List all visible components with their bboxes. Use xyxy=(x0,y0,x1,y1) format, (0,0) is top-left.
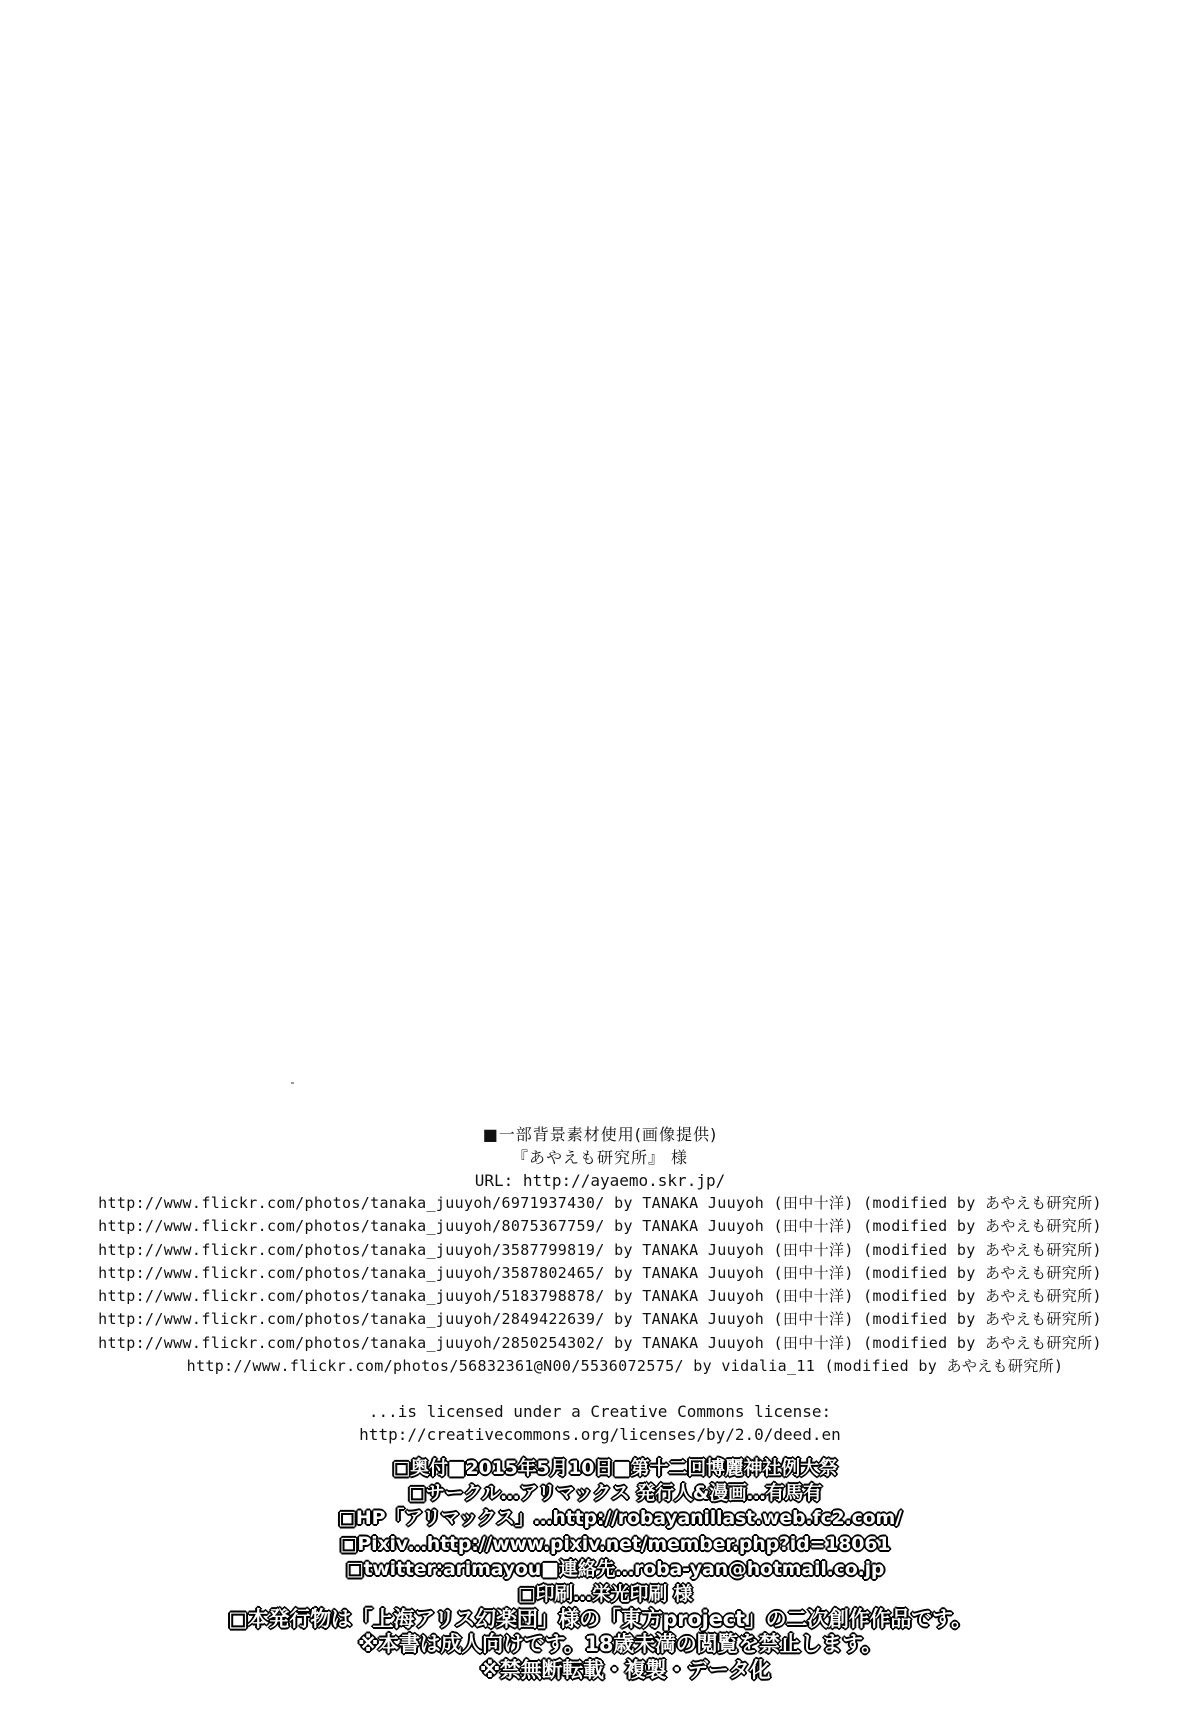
colophon-text: □奥付■2015年5月10日■第十二回博麗神社例大祭 xyxy=(392,1457,838,1479)
source-line: http://www.flickr.com/photos/tanaka_juuyoh/8075367759/ by TANAKA Juuyoh (田中十洋) (modified by あやえも研究所) xyxy=(98,1217,1102,1236)
source-line: http://www.flickr.com/photos/tanaka_juuyoh/3587802465/ by TANAKA Juuyoh (田中十洋) (modified by あやえも研究所) xyxy=(98,1263,1102,1282)
credits-heading: ■一部背景素材使用(画像提供) xyxy=(482,1125,718,1144)
source-line: http://www.flickr.com/photos/56832361@N00/5536072575/ by vidalia_11 (modified by あやえも研究所) xyxy=(186,1357,1064,1376)
colophon xyxy=(0,1456,1200,1683)
source-line: http://www.flickr.com/photos/tanaka_juuyoh/6971937430/ by TANAKA Juuyoh (田中十洋) (modified by あやえも研究所) xyxy=(98,1194,1102,1212)
background-credits xyxy=(0,1123,1200,1446)
colophon-text: □HP「アリマックス」…http://robayanillast.web.fc2.com/ xyxy=(338,1507,902,1530)
colophon-text: □twitter:arimayou■連絡先…roba-yan@hotmail.co.jp xyxy=(345,1557,885,1580)
credits-site-url: URL: http://ayaemo.skr.jp/ xyxy=(474,1171,726,1190)
colophon-date-line xyxy=(0,1456,1200,1481)
license-url: http://creativecommons.org/licenses/by/2.0/deed.en xyxy=(359,1425,841,1445)
colophon-text: □印刷…栄光印刷 様 xyxy=(517,1583,693,1606)
colophon-pixiv-line xyxy=(0,1532,1200,1557)
credits-provider: 『あやえも研究所』 様 xyxy=(511,1148,689,1167)
colophon-text: □Pixiv…http://www.pixiv.net/member.php?id=18061 xyxy=(339,1532,891,1555)
license-statement: ...is licensed under a Creative Commons license: xyxy=(368,1402,832,1422)
spacer xyxy=(0,1378,1200,1400)
source-line: http://www.flickr.com/photos/tanaka_juuyoh/3587799819/ by TANAKA Juuyoh (田中十洋) (modified by あやえも研究所) xyxy=(98,1240,1102,1259)
source-list xyxy=(0,1192,1200,1378)
colophon-text: ※禁無断転載・複製・データ化 xyxy=(479,1657,771,1682)
colophon-age-notice xyxy=(0,1632,1200,1657)
colophon-reproduction-notice xyxy=(0,1658,1200,1683)
colophon-circle-line xyxy=(0,1481,1200,1506)
scan-speck xyxy=(291,1082,294,1084)
colophon-text: □サークル…アリマックス 発行人&漫画…有馬有 xyxy=(408,1482,822,1505)
colophon-homepage-line xyxy=(0,1506,1200,1531)
colophon-text: □本発行物は「上海アリス幻楽団」様の「東方project」の二次創作作品です。 xyxy=(228,1607,972,1632)
colophon-printer-line xyxy=(0,1582,1200,1607)
colophon-derivative-notice xyxy=(0,1607,1200,1632)
source-line: http://www.flickr.com/photos/tanaka_juuyoh/5183798878/ by TANAKA Juuyoh (田中十洋) (modified by あやえも研究所) xyxy=(98,1287,1102,1306)
source-line: http://www.flickr.com/photos/tanaka_juuyoh/2850254302/ by TANAKA Juuyoh (田中十洋) (modified by あやえも研究所) xyxy=(98,1333,1102,1352)
colophon-text: ※本書は成人向けです。18歳未満の閲覧を禁止します。 xyxy=(357,1632,883,1657)
colophon-contact-line xyxy=(0,1557,1200,1582)
source-line: http://www.flickr.com/photos/tanaka_juuyoh/2849422639/ by TANAKA Juuyoh (田中十洋) (modified by あやえも研究所) xyxy=(98,1310,1102,1329)
